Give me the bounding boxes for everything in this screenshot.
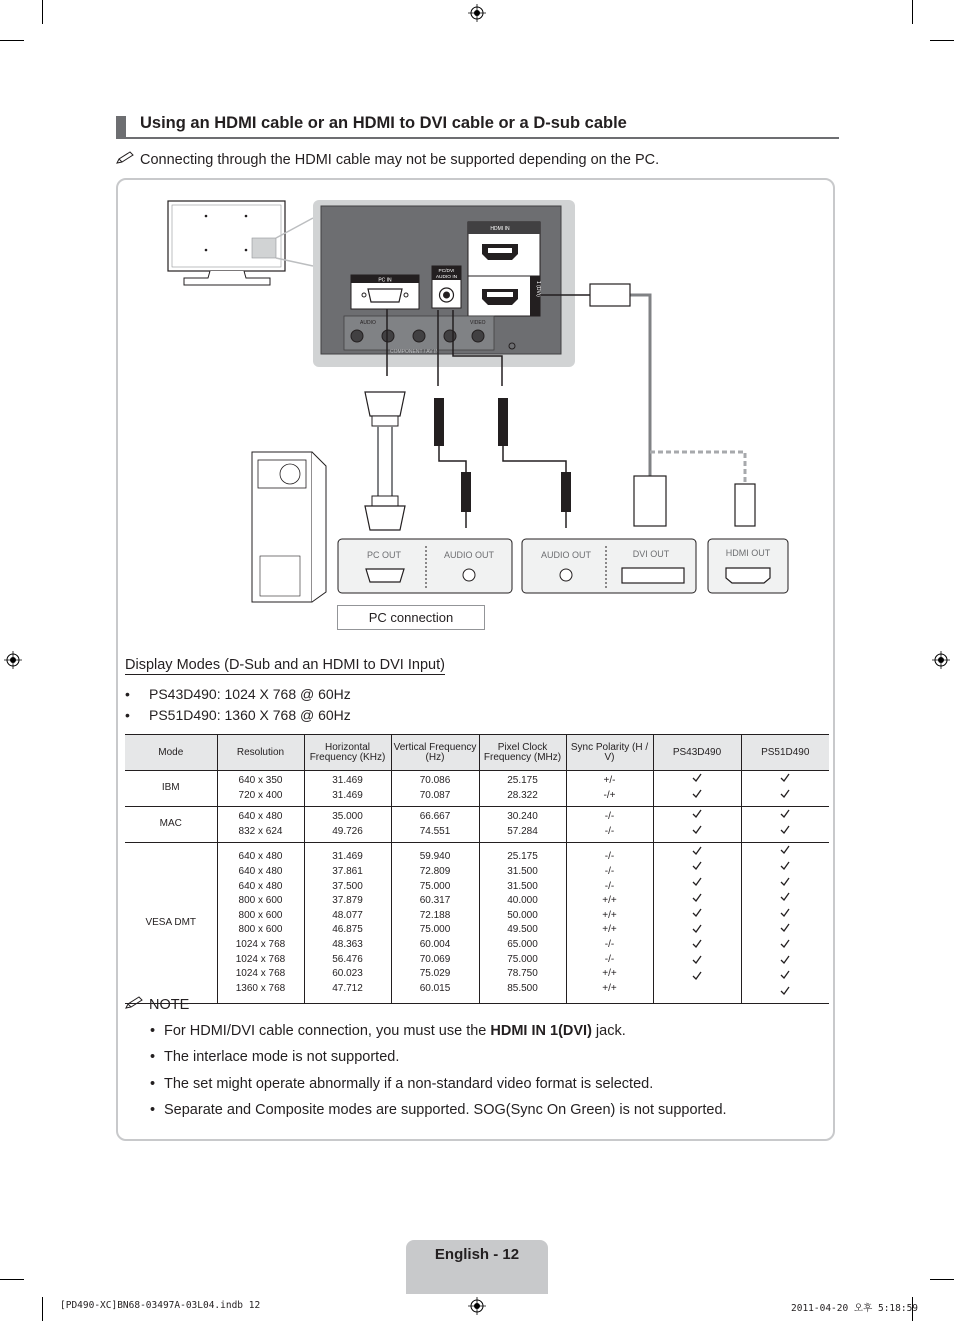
sync-polarity-cell: -/- -/- xyxy=(566,807,653,843)
model-bullet: • PS51D490: 1360 X 768 @ 60Hz xyxy=(125,707,351,723)
svg-text:COMPONENT / AV IN: COMPONENT / AV IN xyxy=(390,349,439,355)
sub-note-text: Connecting through the HDMI cable may not be supported depending on the PC. xyxy=(140,152,660,168)
note-heading: NOTE xyxy=(125,996,189,1013)
table-row xyxy=(125,807,829,843)
ps51d490-cell xyxy=(741,771,829,807)
pc-connection-label: PC connection xyxy=(337,605,485,630)
pixel-clock-cell: 25.175 28.322 xyxy=(479,771,566,807)
col-header: PS43D490 xyxy=(653,735,741,771)
check-icon xyxy=(780,908,790,918)
check-icon xyxy=(780,923,790,933)
pc-tower-illustration xyxy=(252,452,326,602)
crop-mark xyxy=(930,1279,954,1280)
note-item: • For HDMI/DVI cable connection, you must use the HDMI IN 1(DVI) jack. xyxy=(150,1023,626,1039)
check-icon xyxy=(780,955,790,965)
svg-text:1 (DVI): 1 (DVI) xyxy=(535,281,541,297)
resolution-cell: 640 x 350 720 x 400 xyxy=(217,771,304,807)
check-icon xyxy=(692,861,702,871)
v-freq-cell: 66.667 74.551 xyxy=(391,807,479,843)
note-item: • The set might operate abnormally if a non-standard video format is selected. xyxy=(150,1076,654,1092)
svg-text:PC OUT: PC OUT xyxy=(366,550,402,560)
check-icon xyxy=(692,971,702,981)
model-bullet: • PS43D490: 1024 X 768 @ 60Hz xyxy=(125,686,351,702)
check-icon xyxy=(780,825,790,835)
crop-mark xyxy=(912,0,913,24)
tv-connector-panel xyxy=(313,200,575,367)
col-header: Horizontal Frequency (KHz) xyxy=(304,735,391,771)
svg-text:2: 2 xyxy=(531,246,537,249)
ps51d490-cell xyxy=(741,807,829,843)
mode-cell: VESA DMT xyxy=(125,843,217,1004)
check-icon xyxy=(780,986,790,996)
svg-text:HDMI IN: HDMI IN xyxy=(490,226,510,232)
tv-back-illustration xyxy=(168,201,313,285)
table-row xyxy=(125,843,829,1004)
display-modes-title: Display Modes (D-Sub and an HDMI to DVI Input) xyxy=(125,657,445,673)
ps43d490-cell xyxy=(653,771,741,807)
svg-text:VIDEO: VIDEO xyxy=(470,320,486,326)
col-header: PS51D490 xyxy=(741,735,829,771)
check-icon xyxy=(692,809,702,819)
svg-text:AUDIO IN: AUDIO IN xyxy=(435,275,458,280)
svg-text:AUDIO OUT: AUDIO OUT xyxy=(443,550,495,560)
check-icon xyxy=(692,825,702,835)
note-item: • Separate and Composite modes are supported. SOG(Sync On Green) is not supported. xyxy=(150,1102,727,1118)
col-header: Pixel Clock Frequency (MHz) xyxy=(479,735,566,771)
check-icon xyxy=(780,773,790,783)
pixel-clock-cell: 25.175 31.500 31.500 40.000 50.000 49.500 65.000 75.000 78.750 85.500 xyxy=(479,843,566,1004)
crop-mark xyxy=(0,1279,24,1280)
check-icon xyxy=(692,924,702,934)
connection-diagram xyxy=(160,196,800,606)
sub-note xyxy=(116,151,659,168)
svg-text:AUDIO OUT: AUDIO OUT xyxy=(540,550,592,560)
sync-polarity-cell: +/- -/+ xyxy=(566,771,653,807)
check-icon xyxy=(780,970,790,980)
col-header: Mode xyxy=(125,735,217,771)
check-icon xyxy=(780,789,790,799)
pixel-clock-cell: 30.240 57.284 xyxy=(479,807,566,843)
check-icon xyxy=(780,809,790,819)
sync-polarity-cell: -/- -/- -/- +/+ +/+ +/+ -/- -/- +/+ +/+ xyxy=(566,843,653,1004)
crop-mark xyxy=(930,40,954,41)
col-header: Resolution xyxy=(217,735,304,771)
table-header-row xyxy=(125,735,829,771)
print-info-left: [PD490-XC]BN68-03497A-03L04.indb 12 xyxy=(60,1300,261,1311)
registration-mark-icon xyxy=(468,1297,486,1315)
registration-mark-icon xyxy=(468,4,486,22)
crop-mark xyxy=(42,0,43,24)
check-icon xyxy=(692,773,702,783)
col-header: Sync Polarity (H / V) xyxy=(566,735,653,771)
ps43d490-cell xyxy=(653,807,741,843)
mode-cell: MAC xyxy=(125,807,217,843)
v-freq-cell: 59.940 72.809 75.000 60.317 72.188 75.000 60.004 70.069 75.029 60.015 xyxy=(391,843,479,1004)
crop-mark xyxy=(42,1297,43,1321)
resolution-cell: 640 x 480 832 x 624 xyxy=(217,807,304,843)
check-icon xyxy=(780,845,790,855)
note-item: • The interlace mode is not supported. xyxy=(150,1049,400,1065)
ps43d490-cell xyxy=(653,843,741,1004)
pencil-note-icon xyxy=(116,151,136,165)
ps51d490-cell xyxy=(741,843,829,1004)
display-modes-table xyxy=(125,734,829,1004)
section-title-bar xyxy=(116,116,126,138)
page-number: English - 12 xyxy=(434,1246,520,1263)
section-title: Using an HDMI cable or an HDMI to DVI cable or a D-sub cable xyxy=(140,114,627,132)
resolution-cell: 640 x 480 640 x 480 640 x 480 800 x 600 800 x 600 800 x 600 1024 x 768 1024 x 768 1024 x 768 1360 x 768 xyxy=(217,843,304,1004)
check-icon xyxy=(780,877,790,887)
check-icon xyxy=(692,908,702,918)
v-freq-cell: 70.086 70.087 xyxy=(391,771,479,807)
check-icon xyxy=(780,939,790,949)
table-body xyxy=(125,771,829,1004)
svg-text:PC IN: PC IN xyxy=(378,277,392,284)
col-header: Vertical Frequency (Hz) xyxy=(391,735,479,771)
registration-mark-icon xyxy=(932,651,950,669)
h-freq-cell: 31.469 31.469 xyxy=(304,771,391,807)
check-icon xyxy=(692,789,702,799)
svg-text:HDMI OUT: HDMI OUT xyxy=(725,548,771,558)
check-icon xyxy=(780,861,790,871)
svg-text:AUDIO: AUDIO xyxy=(360,320,376,326)
print-info-right: 2011-04-20 오후 5:18:59 xyxy=(791,1303,919,1314)
pencil-note-icon xyxy=(125,996,145,1010)
check-icon xyxy=(692,846,702,856)
registration-mark-icon xyxy=(4,651,22,669)
h-freq-cell: 31.469 37.861 37.500 37.879 48.077 46.875 48.363 56.476 60.023 47.712 xyxy=(304,843,391,1004)
mode-cell: IBM xyxy=(125,771,217,807)
check-icon xyxy=(692,955,702,965)
crop-mark xyxy=(0,40,24,41)
section-title-rule xyxy=(116,137,839,139)
check-icon xyxy=(780,892,790,902)
h-freq-cell: 35.000 49.726 xyxy=(304,807,391,843)
svg-text:DVI OUT: DVI OUT xyxy=(632,549,670,559)
check-icon xyxy=(692,877,702,887)
svg-text:PC/DVI: PC/DVI xyxy=(438,269,455,274)
check-icon xyxy=(692,893,702,903)
table-row xyxy=(125,771,829,807)
check-icon xyxy=(692,939,702,949)
device-port-boxes xyxy=(338,539,788,593)
